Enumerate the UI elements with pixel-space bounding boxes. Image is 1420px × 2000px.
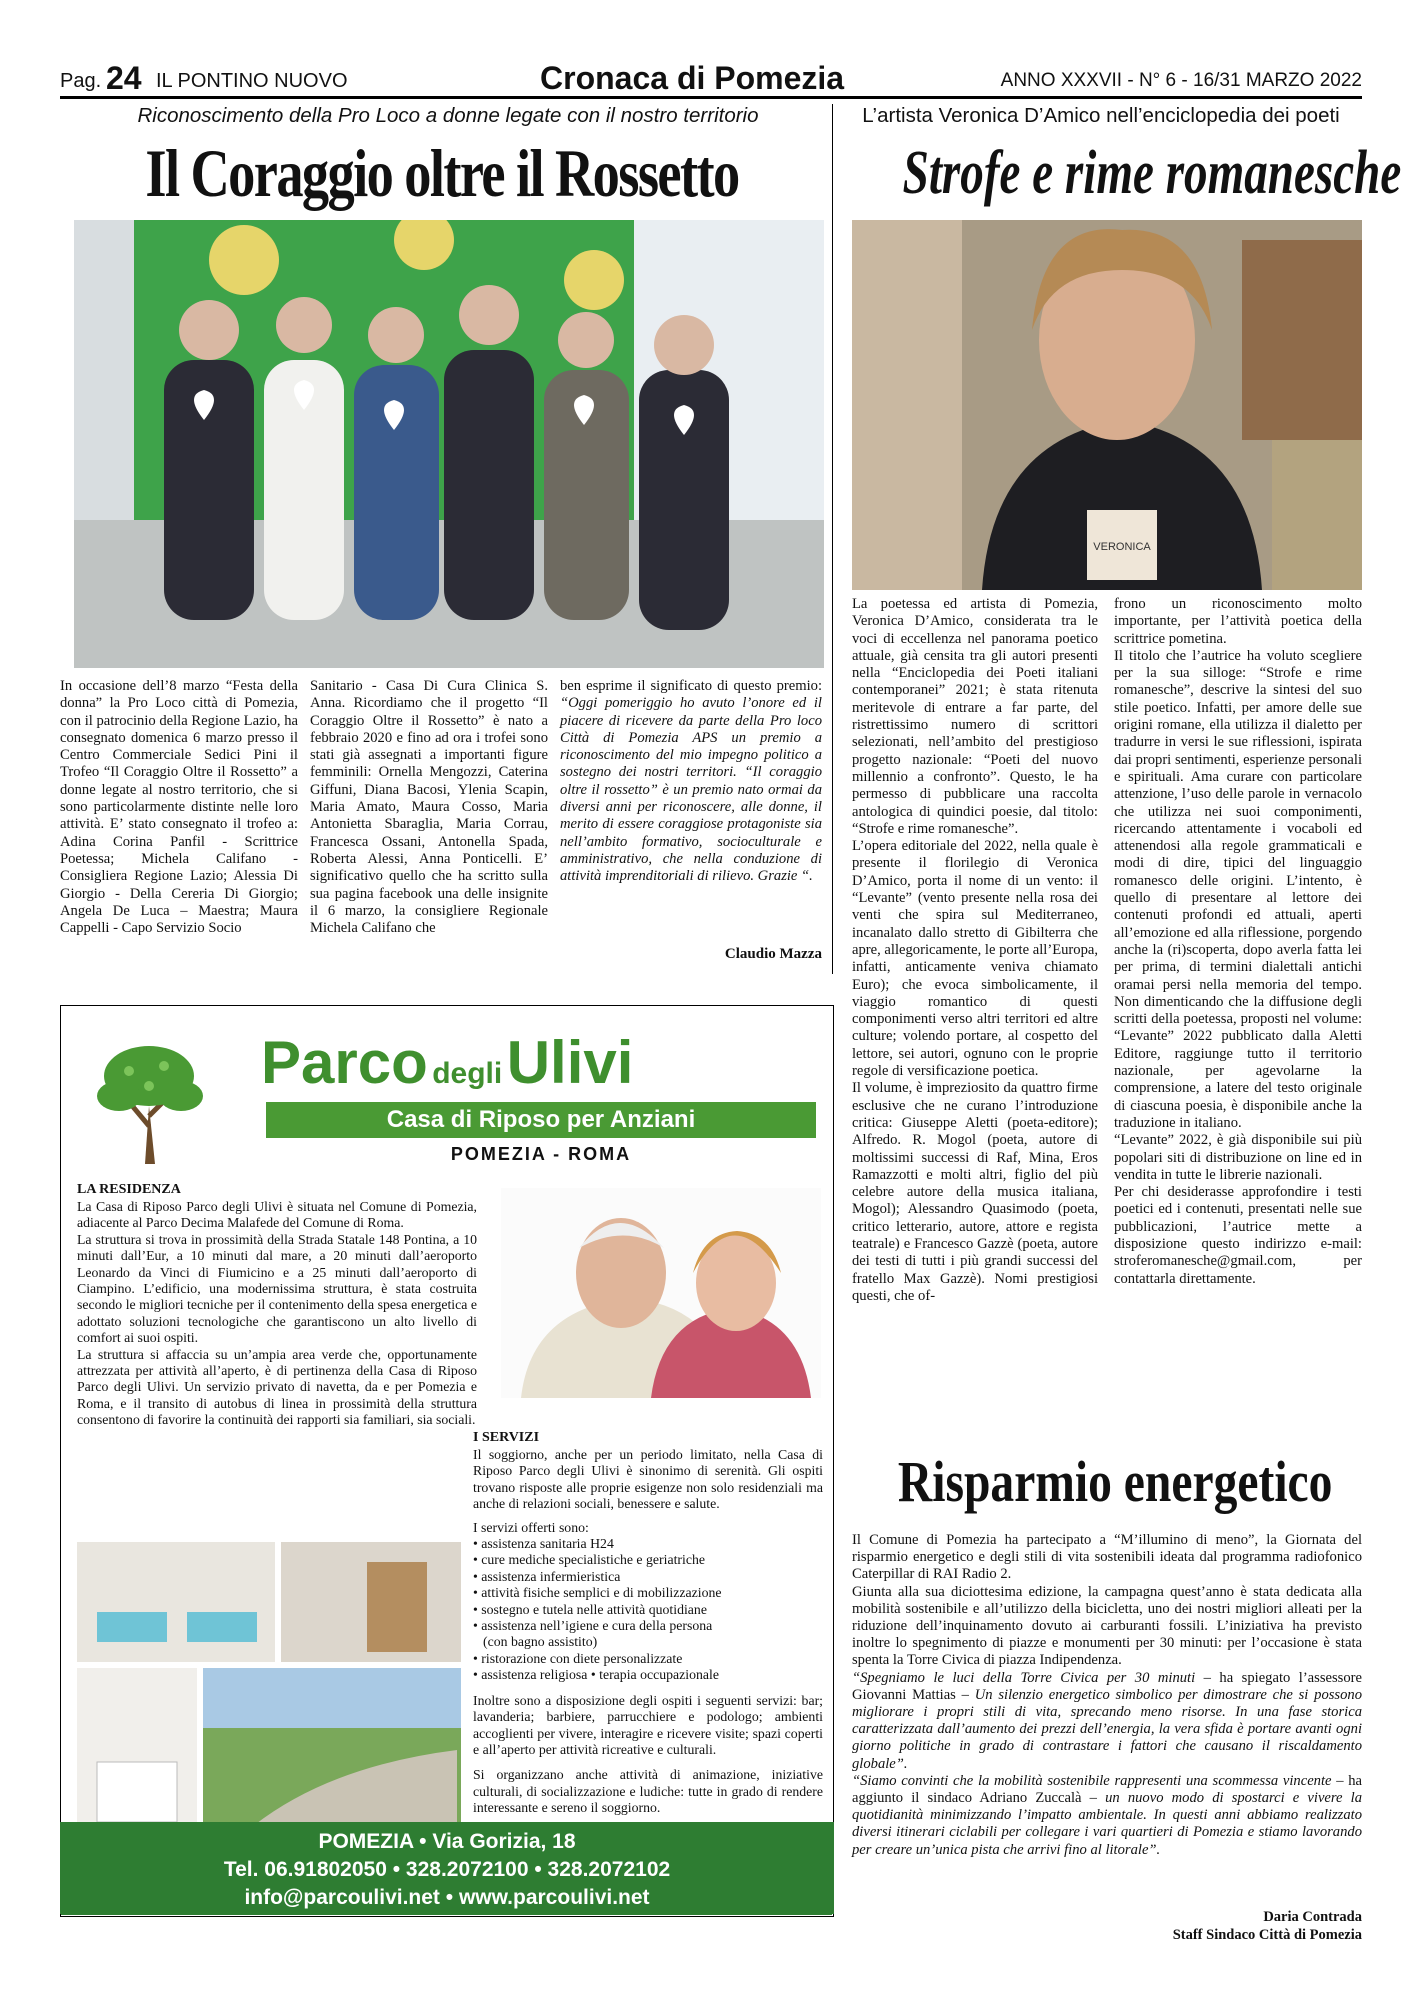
article3-q2a: “Siamo convinti che la mobilità sostenibile rappresenti una scommessa vincente <box>852 1772 1332 1789</box>
section-title: Cronaca di Pomezia <box>540 60 845 96</box>
paper-name: IL PONTINO NUOVO <box>156 70 348 92</box>
article2-col1: La poetessa ed artista di Pomezia, Veronica D’Amico, considerata tra le voci di eccellenza nel panorama poetico attuale, già censita tra gli autori presenti nella “Enciclopedia dei Poeti italiani contemporanei” 2021; è stata ritenuta meritevole di entrare a far parte, del ristrettissimo numero di scrittori selezionati, nell’ambito del prestigioso progetto nazionale: “Poeti del nuovo millennio a confronto”. Questo, le ha permesso di pubblicare una raccolta antologica di quindici poesie, dal titolo: “Strofe e rime romanesche”. L’opera editoriale del 2022, nella quale è presente il florilegio di Veronica D’Amico, porta il nome di un vento: il “Levante” (vento presente nella rosa dei venti che spira sul Mediterraneo, incanalato dallo stretto di Gibilterra che apre, allegoricamente, le porte all’Europa, infatti, anticamente veniva chiamato Euro); che evoca simbolicamente, il viaggio romantico di questi componimenti verso altri territori ed altre culture; volendo portare, al cospetto del lettore, sei autori, ognuno con le proprie regole di versificazione poetica. Il volume, è impreziosito da quattro firme esclusive che ne curano l’introduzione critica: Giuseppe Aletti (poeta-editore); Alfredo. R. Mogol (poeta, autore di moltissimi successi di Raf, Mina, Eros Ramazzotti e molti altri, figlio del più celebre autore della musica italiana, Mogol); Alessandro Quasimodo (poeta, critico letterario, autore, attore e regista teatrale) e Francesco Gazzè (poeta, autore dei testi di tutti i più grandi successi del fratello Max Gazzè). Nomi prestigiosi questi, che of- <box>852 596 1098 1304</box>
ad-servizi-item: • ristorazione con diete personalizzate <box>473 1650 683 1666</box>
ad-brand-parco: Parco <box>261 1029 428 1096</box>
article2-title: Strofe e rime romanesche <box>902 139 1402 207</box>
ad-address: POMEZIA • Via Gorizia, 18 <box>318 1830 576 1853</box>
ad-residenza-text: La Casa di Riposo Parco degli Ulivi è situata nel Comune di Pomezia, adiacente al Parco Decima Malafede del Comune di Roma. La struttura si trova in prossimità della Strada Statale 148 Pontina, a 10 minuti dall’Eur, a 10 minuti dal mare, a 20 minuti dall’aeroporto Leonardo da Vinci di Fiumicino e a 25 minuti dall’aeroporto di Ciampino. L’edificio, una modernissima struttura, è stata costruita secondo le migliori tecniche per il contenimento della spesa energetica e adottato soluzioni tecnologiche che garantiscono un alto livello di comfort ai suoi ospiti. La struttura si affaccia su un’ampia area verde che, opportunamente attrezzata per attività all’aperto, è di pertinenza della Casa di Riposo Parco degli Ulivi. Un servizio privato di navetta, da e per Pomezia e Roma, e il transito di autobus di linea in prossimità della struttura consentono di favorire la continuità dei rapporti sia familiari, sia sociali. <box>77 1199 477 1428</box>
ad-servizi-last: Si organizzano anche attività di animazione, iniziative culturali, di socializzazione e ludiche: tutte in grado di rendere interessante e sereno il soggiorno. <box>473 1767 823 1816</box>
elderly-couple-photo <box>501 1188 821 1398</box>
article3-author <box>852 1908 1362 1944</box>
ad-brand <box>261 1028 821 1097</box>
article3-q1b: – ha spiegato l’assessore Giovanni Mattias – <box>852 1669 1362 1703</box>
ad-servizi-item: (con bagno assistito) <box>483 1634 598 1650</box>
poet-photo <box>852 220 1362 590</box>
page-number: 24 <box>106 60 142 96</box>
article3-q2c: un nuovo modo di spostarci e vivere la quotidianità minimizzando l’impatto ambientale. In questi anni abbiamo realizzato diversi itinerari ciclabili per collegare i vari quartieri di Pomezia e stiamo lavorando per creare un’unica pista che arrivi fino al litorale”. <box>852 1790 1363 1858</box>
article3-author-name: Daria Contrada <box>1263 1909 1362 1925</box>
article3-p1: Il Comune di Pomezia ha partecipato a “M’illumino di meno”, la Giornata del risparmio energetico e degli stili di vita sostenibili ideata dal programma radiofonico Caterpillar di RAI Radio 2. Giunta alla sua diciottesima edizione, la campagna quest’anno è stata dedicata alla mobilità sostenibile e all’utilizzo della bicicletta, uno dei nostri migliori alleati per la riduzione dell’inquinamento dovuto ai carburanti fossili. L’iniziativa ha previsto inoltre lo spegnimento di piazze e monumenti per 30 minuti: per l’occasione è stata spenta la Torre Civica di piazza Indipendenza. <box>852 1532 1362 1669</box>
article1-title: Il Coraggio oltre il Rossetto <box>145 135 739 211</box>
facility-photos <box>77 1542 461 1860</box>
ad-servizi-item: • assistenza infermieristica <box>473 1568 621 1584</box>
ad-servizi-intro: I servizi offerti sono: <box>473 1519 589 1535</box>
article1-col3-normal: ben esprime il significato di questo premio: <box>560 678 822 694</box>
ad-servizi-list <box>473 1536 823 1684</box>
portrait-illustration <box>852 220 1362 590</box>
couple-illustration <box>501 1188 821 1398</box>
ad-brand-degli: degli <box>432 1057 503 1090</box>
article2-kicker: L’artista Veronica D’Amico nell’enciclopedia dei poeti <box>862 104 1340 127</box>
article1-col2-text: Sanitario - Casa Di Cura Clinica S. Anna. Ricordiamo che il progetto “Il Coraggio Oltre il Rossetto” è nato a febbraio 2020 e fino ad ora i trofei sono stati già assegnati a importanti figure femminili: Ornella Mengozzi, Caterina Giffuni, Diana Bacosi, Ylenia Scapin, Maria Amato, Maura Cosso, Maria Antonietta Sbaraglia, Maria Corrau, Francesca Ossani, Antonella Spada, Roberta Alessi, Anna Ponticelli. E’ significativo quello che ha scritto sulla sua pagina facebook una delle insignite il 6 marzo, la consigliere Regionale Michela Califano che <box>310 678 548 937</box>
ad-servizi-item: • assistenza nell’igiene e cura della persona <box>473 1618 713 1634</box>
ad-footer-text <box>60 1822 834 1914</box>
article1-col2 <box>310 678 548 937</box>
article3-q2 <box>852 1773 1362 1859</box>
award-photo <box>74 220 824 668</box>
article1-col3-quote: “Oggi pomeriggio ho avuto l’onore ed il piacere di ricevere da parte della Pro loco Città di Pomezia APS un premio a riconoscimento del mio impegno politico a sostegno dei nostri territori. “Il coraggio oltre il rossetto” è un premio nato ormai da diversi anni per riconoscere, alle donne, il merito di essere coraggiose protagoniste sia nell’ambito formativo, socioculturale e amministrativo, che nella conduzione di attività imprenditoriali di rilievo. Grazie “. <box>560 695 822 885</box>
article1-kicker: Riconoscimento della Pro Loco a donne legate con il nostro territorio <box>137 104 759 127</box>
ad-brand-ulivi: Ulivi <box>506 1029 634 1096</box>
article3-q1 <box>852 1670 1362 1773</box>
ad-phones[interactable]: Tel. 06.91802050 • 328.2072100 • 328.2072102 <box>223 1858 671 1881</box>
award-ceremony-illustration <box>74 220 824 668</box>
article1-author: Claudio Mazza <box>724 946 822 962</box>
book-cover-text: VERONICA <box>1093 541 1151 553</box>
ad-tagline: Casa di Riposo per Anziani <box>266 1102 816 1138</box>
article1-col1: In occasione dell’8 marzo “Festa della donna” la Pro Loco città di Pomezia, con il patrocinio della Regione Lazio, ha consegnato domenica 6 marzo presso il Centro Commerciale Sedici Pini il Trofeo “Il Coraggio Oltre il Rossetto” a donne legate al nostro territorio, che si sono particolarmente distinte nelle loro attività. E’ stato consegnato il trofeo a: Adina Corina Panfil - Scrittrice Poetessa; Michela Califano - Consigliera Regione Lazio; Alessia Di Giorgio - Della Cereria Di Giorgio; Angela De Luca – Maestra; Maura Cappelli - Capo Servizio Socio <box>60 678 298 937</box>
article2-col2: frono un riconoscimento molto importante, per l’attività poetica della scrittrice pometina. Il titolo che l’autrice ha voluto scegliere per la sua silloge: “Strofe e rime romanesche”, descrive la sintesi del suo stile poetico. Infatti, per amore delle sue origini romane, ella utilizza il dialetto per tradurre in versi le sue riflessioni, ispirata dai propri sentimenti, esperienze personali e spirituali. Ama curare con particolare attenzione, l’uso delle parole in vernacolo che utilizza nei suoi componimenti, ricercando attentamente i vocaboli ed attenendosi alla regole grammaticali e modi di dire, tipici del linguaggio romanesco delle origini. L’intento, è quello di presentare al lettore dei contenuti profondi ed attuali, aperti all’emozione ed alla riflessione, porgendo anche la (ri)scoperta, dopo averla fatta lei per prima, di termini dialettali antichi oramai persi nella memoria del tempo. Non dimenticando che la diffusione degli scritti della poetessa, proposti nel volume: “Levante” 2022 pubblicato dalla Aletti Editore, raggiunge tutto il territorio nazionale, per agevolarne la comprensione, a latere del testo originale di ciascuna poesia, è disponibile anche la traduzione in italiano. “Levante” 2022, è già disponibile sui più popolari siti di distribuzione on line ed in vendita in tutte le librerie nazionali. Per chi desiderasse approfondire i testi poetici ed i contenuti, presentati nelle sue pubblicazioni, l’autrice mette a disposizione questo indirizzo e-mail: stroferomanesche@gmail.com, per contattarla direttamente. <box>1114 596 1362 1287</box>
issue-info: ANNO XXXVII - N° 6 - 16/31 MARZO 2022 <box>1000 70 1362 91</box>
ad-servizi-item: • assistenza sanitaria H24 <box>473 1536 614 1552</box>
olive-tree-logo <box>89 1036 209 1166</box>
pag-label: Pag. <box>60 70 102 92</box>
ad-servizi-title: I SERVIZI <box>473 1430 540 1445</box>
article3-q2b: – ha aggiunto il sindaco Adriano Zuccalà – <box>852 1772 1362 1807</box>
ad-photo-grid <box>77 1542 461 1860</box>
ad-servizi-item: • attività fisiche semplici e di mobilizzazione <box>473 1585 722 1601</box>
ad-parco-degli-ulivi[interactable] <box>60 1005 834 1917</box>
ad-contacts[interactable]: info@parcoulivi.net • www.parcoulivi.net <box>244 1886 650 1909</box>
article1-col3 <box>560 678 822 886</box>
article3-author-role: Staff Sindaco Città di Pomezia <box>1172 1927 1362 1943</box>
ad-servizi-more: Inoltre sono a disposizione degli ospiti i seguenti servizi: bar; lavanderia; barbiere, parrucchiere e podologo; ambienti accoglienti per vivere, interagire e ricevere visite; spazi coperti e all’aperto per attività ricreative e culturali. <box>473 1692 823 1757</box>
ad-servizi-item: • assistenza religiosa • terapia occupazionale <box>473 1667 720 1683</box>
article3-title: Risparmio energetico <box>897 1449 1333 1514</box>
ad-location: POMEZIA - ROMA <box>450 1144 632 1164</box>
article3-q1a: “Spegniamo le luci della Torre Civica per 30 minuti <box>852 1669 1196 1686</box>
article3-q1c: Un silenzio energetico simbolico per dimostrare che si possono migliorare i propri stili di vita, sprecando meno risorse. In una fase storica caratterizzata dall’aumento dei prezzi dell’energia, la vera sfida è portare avanti ogni giorno politiche in grado di contrastare i fattori che causano il riscaldamento globale”. <box>852 1686 1362 1772</box>
ad-servizi-text: Il soggiorno, anche per un periodo limitato, nella Casa di Riposo Parco degli Ulivi è sinonimo di serenità. Gli ospiti trovano risposte alle proprie esigenze non solo residenziali ma anche di relazioni sociali, benessere e salute. <box>473 1447 823 1512</box>
page-header <box>60 60 1362 96</box>
ad-servizi <box>473 1447 823 1817</box>
article3-body <box>852 1532 1362 1859</box>
ad-servizi-item: • cure mediche specialistiche e geriatriche <box>473 1552 705 1568</box>
ad-servizi-item: • sostegno e tutela nelle attività quotidiane <box>473 1601 707 1617</box>
header-rule <box>60 96 1362 99</box>
column-divider <box>832 104 833 974</box>
ad-residenza-title: LA RESIDENZA <box>77 1182 181 1197</box>
